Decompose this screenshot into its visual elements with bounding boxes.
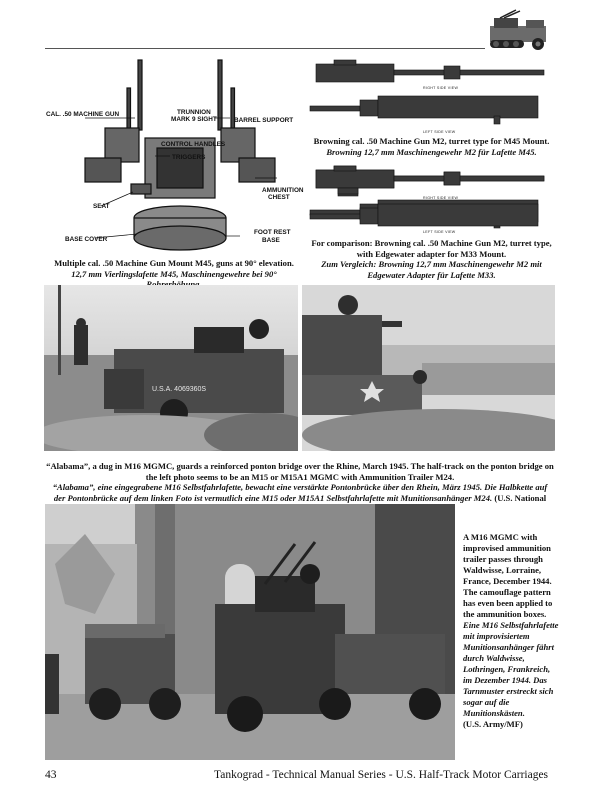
label-control-handles: CONTROL HANDLES <box>161 141 226 148</box>
gun-caption-1 <box>304 136 559 157</box>
header-thumbnail <box>486 6 558 54</box>
label-triggers: TRIGGERS <box>172 154 206 161</box>
gun-caption-2-en: For comparison: Browning cal. .50 Machine Gun M2, turret type, with Edgewater adapter for M33 Mount. <box>311 238 552 259</box>
label-trunnion: TRUNNION <box>177 109 211 116</box>
waldwisse-credit: (U.S. Army/MF) <box>463 719 523 729</box>
view-label-right-1: RIGHT SIDE VIEW <box>423 86 459 90</box>
view-label-right-2: RIGHT SIDE VIEW <box>423 196 459 200</box>
header-rule <box>45 48 485 49</box>
gun-caption-1-en: Browning cal. .50 Machine Gun M2, turret type for M45 Mount. <box>313 136 550 146</box>
gun-caption-2-de: Zum Vergleich: Browning 12,7 mm Maschinengewehr M2 mit Edgewater Adapter für Lafette M33. <box>321 259 542 280</box>
half-track-icon <box>486 6 558 54</box>
photo-waldwisse <box>45 504 455 760</box>
label-base-cover: BASE COVER <box>65 236 108 243</box>
view-label-left-2: LEFT SIDE VIEW <box>423 230 456 234</box>
m45-caption-de: 12,7 mm Vierlingslafette M45, Maschinengewehre bei 90° <box>71 268 277 279</box>
label-ammo-chest-1: AMMUNITION <box>262 187 304 194</box>
view-label-left-1: LEFT SIDE VIEW <box>423 130 456 134</box>
label-foot-rest: FOOT REST <box>254 229 291 236</box>
label-ammo-chest-2: CHEST <box>268 194 290 201</box>
label-barrel-support: BARREL SUPPORT <box>234 117 294 124</box>
alabama-caption-en: “Alabama”, a dug in M16 MGMC, guards a reinforced ponton bridge over the Rhine, March 1945. The half-track on the ponton bridge on the left photo seems to be an M15 or M15A1 MGMC with Ammunition Trailer M24. <box>46 461 554 482</box>
waldwisse-caption-en: A M16 MGMC with improvised ammunition trailer passes through Waldwisse, Lorraine, France, December 1944. The camouflage pattern has even been applied to the ammunition boxes. <box>463 532 553 619</box>
waldwisse-caption <box>463 532 559 730</box>
alabama-credit: (U.S. National <box>494 492 547 503</box>
gun-caption-2 <box>304 238 559 280</box>
label-seat: SEAT <box>93 203 110 210</box>
gun-caption-1-de: Browning 12,7 mm Maschinengewehr M2 für Lafette M45. <box>326 146 537 157</box>
label-base: BASE <box>262 237 280 244</box>
waldwisse-caption-de: Eine M16 Selbstfahrlafette mit improvisiertem Munitionsanhänger fährt durch Waldwisse, Lothringen, Frankreich, im Dezember 1944. Das Tarnmuster erstreckt sich sogar auf die Munitionskästen. <box>463 620 559 718</box>
series-title: Tankograd - Technical Manual Series - U.S. Half-Track Motor Carriages <box>214 769 549 781</box>
photo-alabama-right <box>302 285 555 451</box>
photo-alabama-left <box>44 285 298 451</box>
alabama-caption-de: “Alabama”, eine eingegrabene M16 Selbstfahrlafette, bewacht eine verstärkte Pontonbrücke über den Rhein, März 1945. Die Halbkette auf der Pontonbrücke auf dem linken Foto ist vermutlich eine M15 oder M15A1 Selbstfahrlafette mit Munitionsanhänger M24. <box>52 482 548 503</box>
label-mark9: MARK 9 SIGHT <box>171 116 217 123</box>
label-cal50: CAL. .50 MACHINE GUN <box>46 111 120 118</box>
m45-caption-en: Multiple cal. .50 Machine Gun Mount M45, guns at 90° elevation. <box>54 258 294 268</box>
hull-marking: U.S.A. 4069360S <box>152 386 207 393</box>
page-number: 43 <box>45 769 57 781</box>
